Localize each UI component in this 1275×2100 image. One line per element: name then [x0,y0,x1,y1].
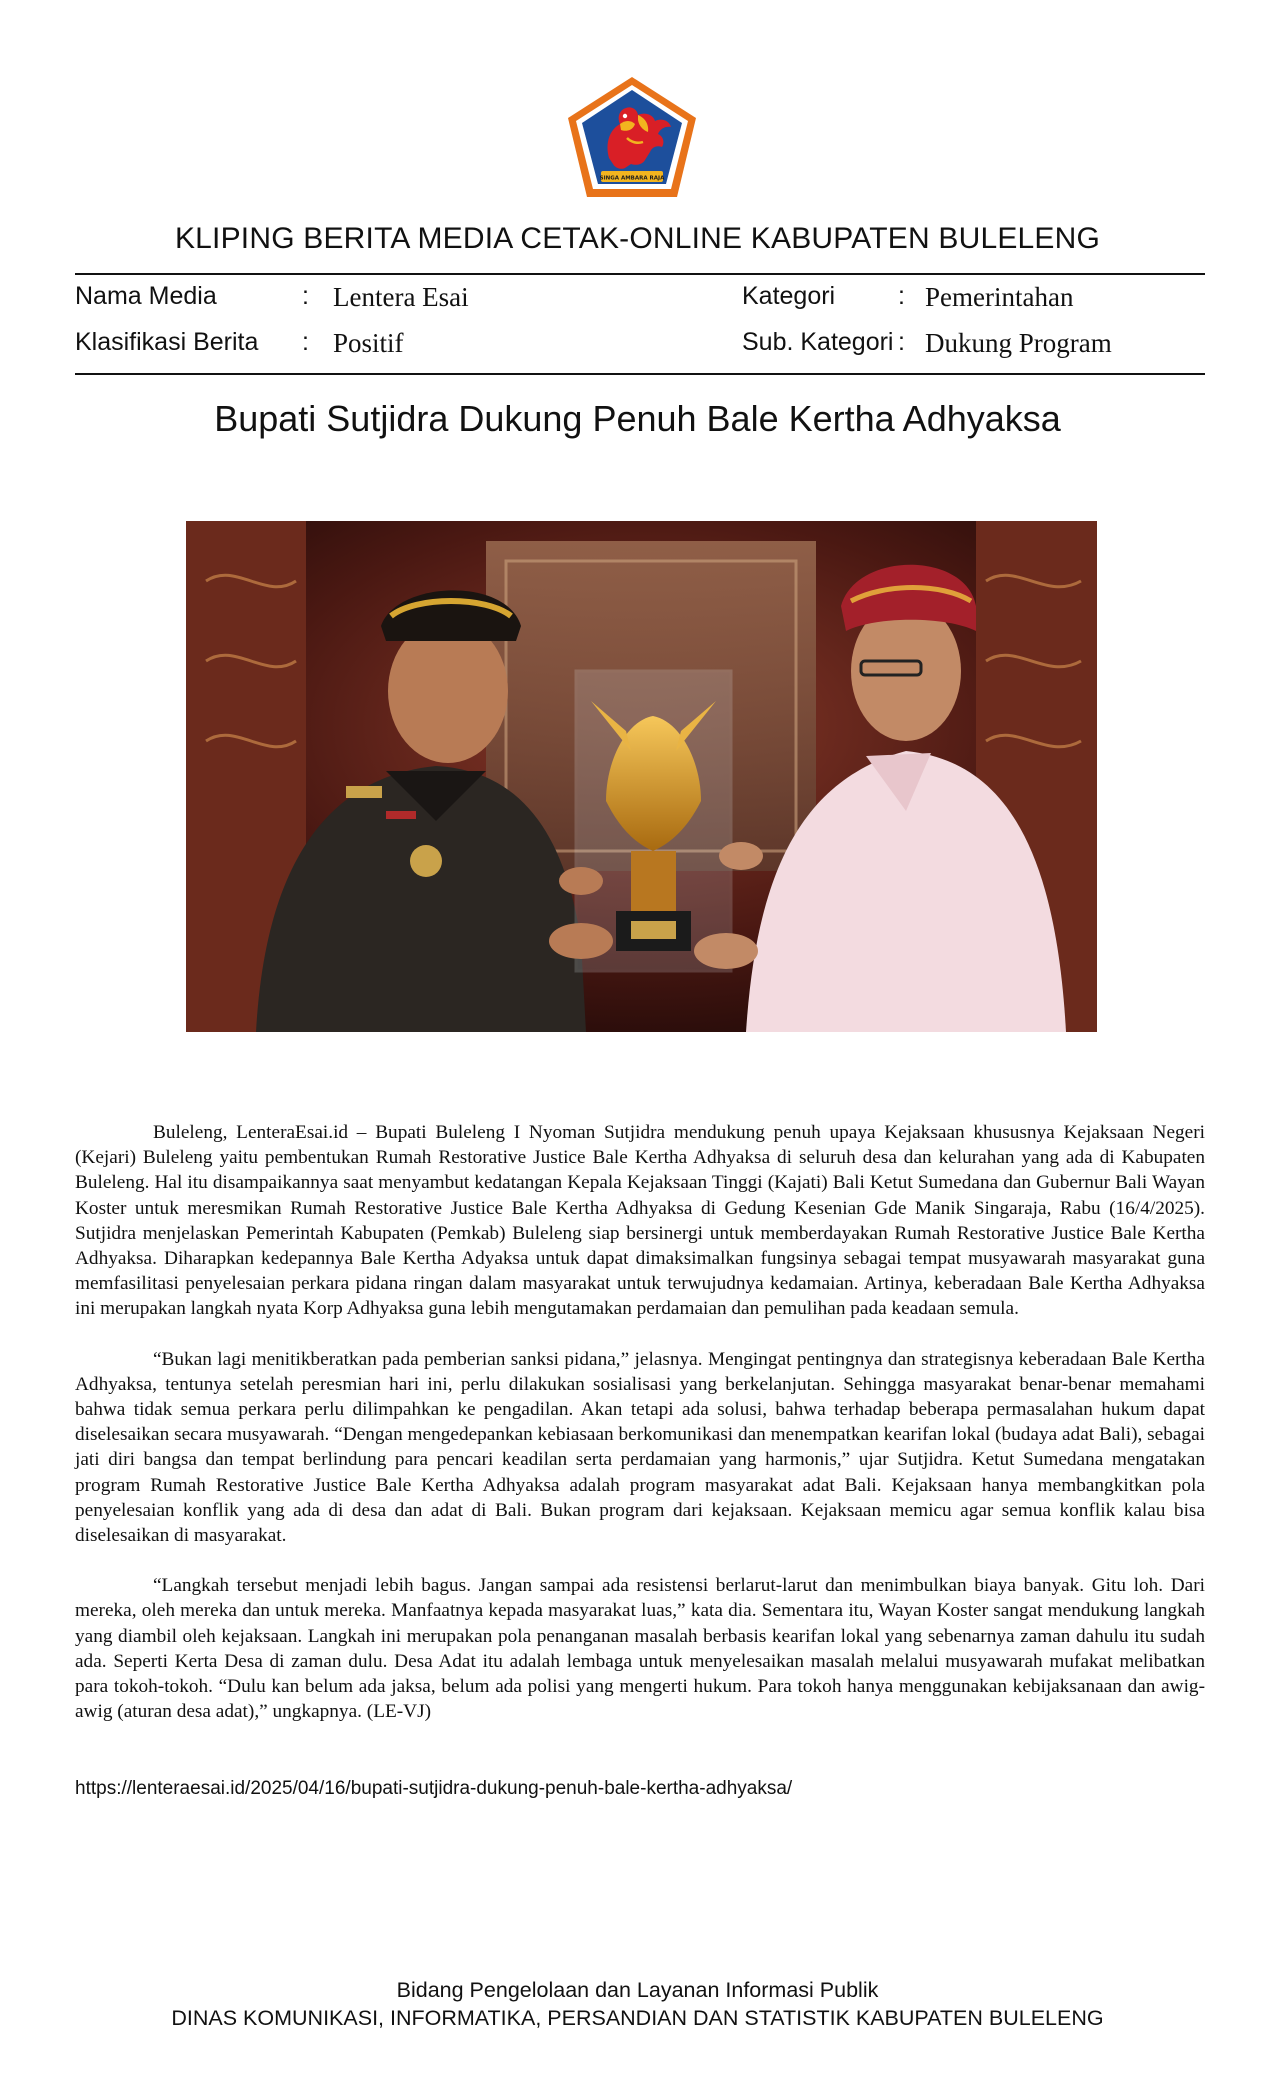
media-value: Lentera Esai [333,282,469,312]
subkategori-colon: : [898,328,905,356]
kategori-value: Pemerintahan [925,282,1074,312]
source-link[interactable]: https://lenteraesai.id/2025/04/16/bupati-sutjidra-dukung-penuh-bale-kertha-adhyaksa/ [75,1778,793,1799]
kategori-label: Kategori [742,282,836,310]
article-headline: Bupati Sutjidra Dukung Penuh Bale Kertha Adhyaksa [214,398,1061,439]
logo-motto: SINGA AMBARA RAJA [599,175,665,182]
top-divider [75,273,1205,275]
media-label: Nama Media [75,282,217,310]
klasifikasi-colon: : [302,328,309,356]
article-paragraph: “Bukan lagi menitikberatkan pada pemberian sanksi pidana,” jelasnya. Mengingat pentingnya dan strategisnya keberadaan Bale Kertha Adhyaksa, tentunya setelah peresmian hari ini, perlu dilakukan sosialisasi yang berkelanjutan. Sehingga masyarakat benar-benar memahami bahwa tidak semua perkara perlu dilimpahkan ke pengadilan. Akan tetapi ada solusi, bahwa terhadap beberapa permasalahan hukum dapat diselesaikan secara musyawarah. “Dengan mengedepankan kebiasaan berkomunikasi dan menempatkan kearifan lokal (budaya adat Bali), sebagai jati diri bangsa dan tempat berlindung para pencari keadilan serta perdamaian yang harmonis,” ujar Sutjidra. Ketut Sumedana mengatakan program Rumah Restorative Justice Bale Kertha Adhyaksa adalah program masyarakat adat Bali. Kejaksaan hanya membangkitkan pola penyelesaian konflik yang ada di desa dan adat di Bali. Bukan program dari kejaksaan. Kejaksaan memicu agar semua konflik kalau bisa diselesaikan di masyarakat. [75,1348,1205,1547]
article-body [75,1120,1205,1749]
klasifikasi-label: Klasifikasi Berita [75,328,259,356]
bottom-divider [75,373,1205,375]
page-title: KLIPING BERITA MEDIA CETAK-ONLINE KABUPATEN BULELENG [174,222,1101,255]
kabupaten-buleleng-logo [565,74,699,200]
article-paragraph: “Langkah tersebut menjadi lebih bagus. Jangan sampai ada resistensi berlarut-larut dan menimbulkan biaya banyak. Gitu loh. Dari mereka, oleh mereka dan untuk mereka. Manfaatnya kepada masyarakat luas,” kata dia. Sementara itu, Wayan Koster sangat mendukung langkah yang diambil oleh kejaksaan. Langkah ini merupakan pola penanganan masalah berbasis kearifan lokal yang sebenarnya zaman dahulu itu sudah ada. Seperti Kerta Desa di zaman dulu. Desa Adat itu adalah lembaga untuk menyelesaikan masalah melalui musyawarah mufakat melibatkan para tokoh-tokoh. “Dulu kan belum ada jaksa, belum ada polisi yang mengerti hukum. Para tokoh hanya menggunakan kebijaksanaan dan awig-awig (aturan desa adat),” ungkapnya. (LE-VJ) [75,1575,1205,1723]
article-paragraph: Buleleng, LenteraEsai.id – Bupati Buleleng I Nyoman Sutjidra mendukung penuh upaya Kejaksaan khususnya Kejaksaan Negeri (Kejari) Buleleng yaitu pembentukan Rumah Restorative Justice Bale Kertha Adhyaksa di seluruh desa dan kelurahan yang ada di Kabupaten Buleleng. Hal itu disampaikannya saat menyambut kedatangan Kepala Kejaksaan Tinggi (Kajati) Bali Ketut Sumedana dan Gubernur Bali Wayan Koster untuk meresmikan Rumah Restorative Justice Bale Kertha Adhyaksa di Gedung Kesenian Gde Manik Singaraja, Rabu (16/4/2025). Sutjidra menjelaskan Pemerintah Kabupaten (Pemkab) Buleleng siap bersinergi untuk memberdayakan Rumah Restorative Justice Bale Kertha Adhyaksa. Diharapkan kedepannya Bale Kertha Adyaksa untuk dapat dimaksimalkan fungsinya sebagai tempat musyawarah masyarakat guna memfasilitasi penyelesaian perkara pidana ringan dalam masyarakat untuk terwujudnya kedamaian. Artinya, keberadaan Bale Kertha Adhyaksa ini merupakan langkah nyata Korp Adhyaksa guna lebih mengutamakan perdamaian dan pemulihan pada keadaan semula. [75,1122,1205,1320]
footer-division: Bidang Pengelolaan dan Layanan Informasi Publik [396,1978,879,2002]
subkategori-label: Sub. Kategori [742,328,894,356]
klasifikasi-value: Positif [333,328,404,358]
footer-agency: DINAS KOMUNIKASI, INFORMATIKA, PERSANDIAN DAN STATISTIK KABUPATEN BULELENG [171,2006,1104,2030]
media-colon: : [302,282,309,310]
news-photo [186,521,1097,1032]
kategori-colon: : [898,282,905,310]
subkategori-value: Dukung Program [925,328,1112,358]
